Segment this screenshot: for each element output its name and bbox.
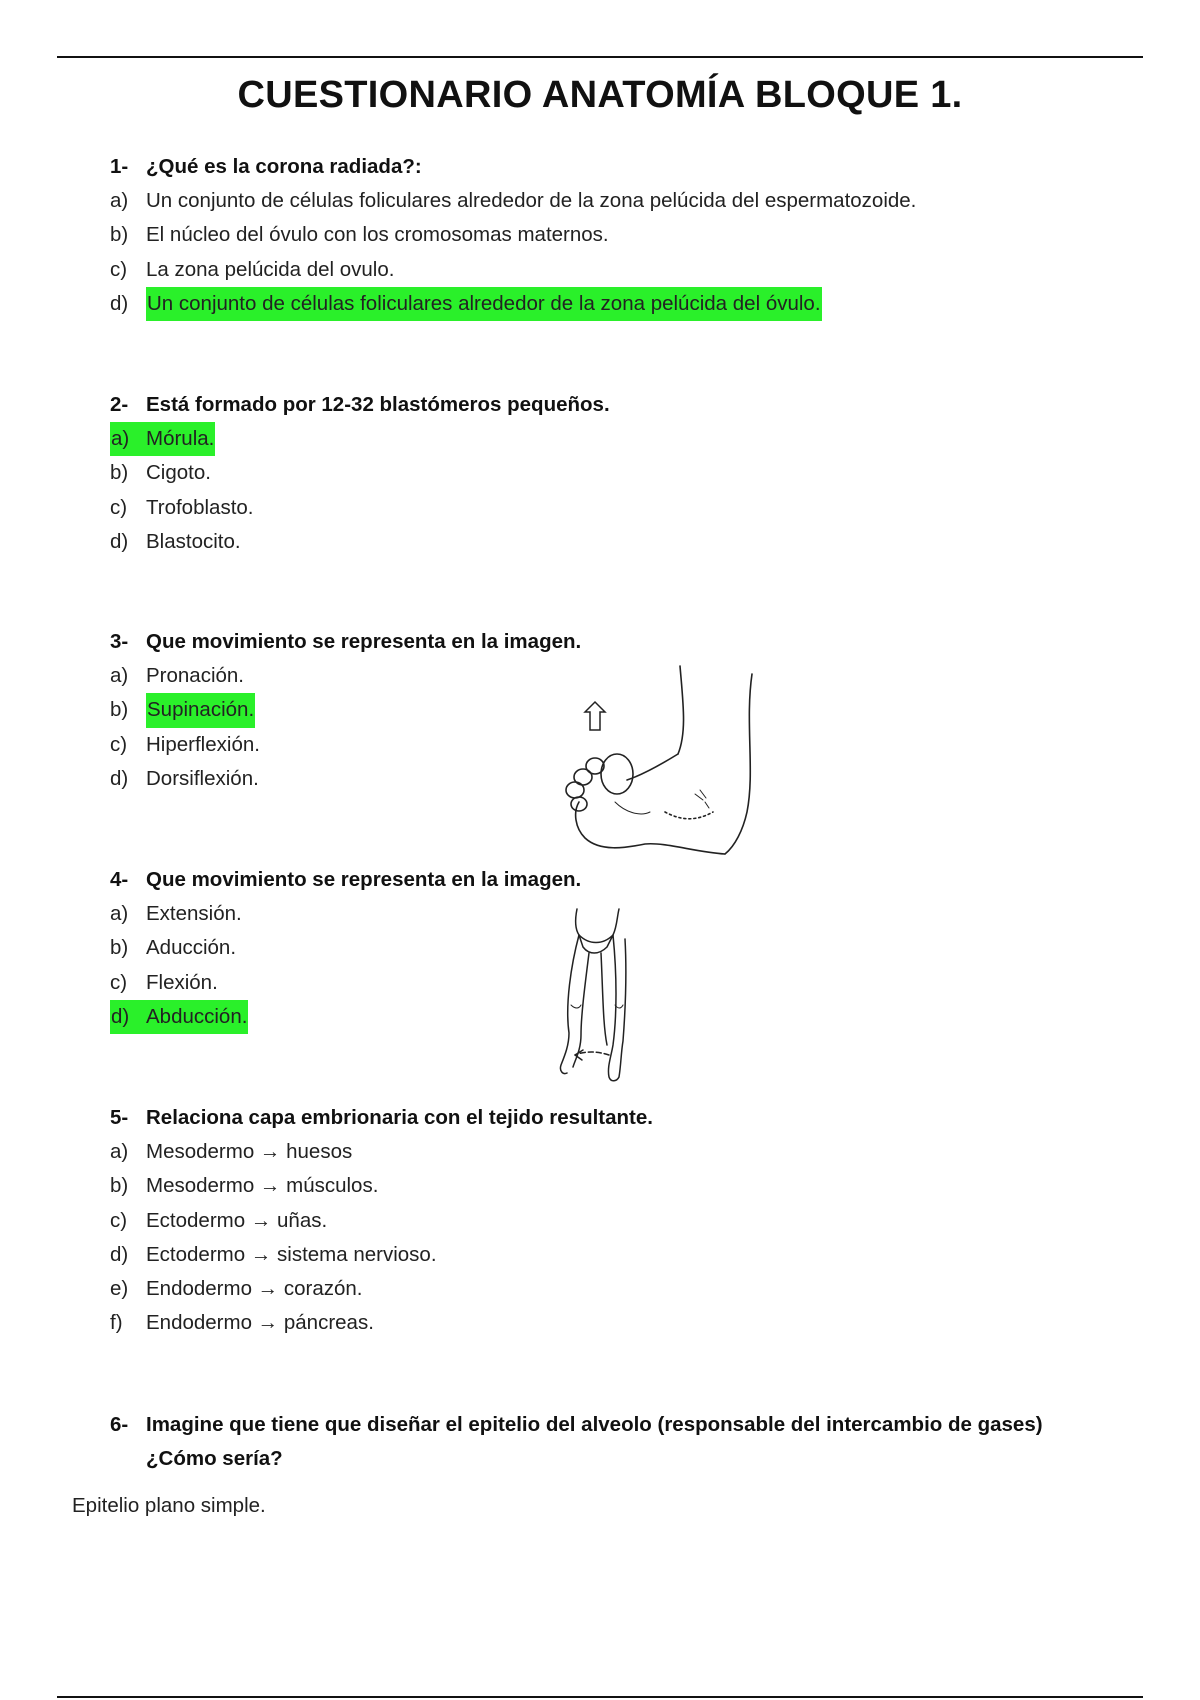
question-text: Que movimiento se representa en la imagen. [146,868,582,891]
top-rule [57,56,1143,58]
leg-front-line [678,666,684,754]
question-4: 4- Que movimiento se representa en la imagen. a) Extensión. b) Aducción. c) Flexión. d) Abducción. [110,863,1110,1034]
highlighted-answer: d) Abducción. [110,1000,248,1034]
arrow-up-icon [585,702,605,730]
question-6: 6- Imagine que tiene que diseñar el epitelio del alveolo (responsable del intercambio de gases) ¿Cómo sería? [110,1408,1100,1476]
option-5b: b) Mesodermo → músculos. [110,1174,379,1198]
option-2c: c) Trofoblasto. [110,495,254,519]
question-3: 3- Que movimiento se representa en la imagen. a) Pronación. b) Supinación. c) Hiperflexión. d) Dorsiflexión. [110,625,1110,796]
page-title: CUESTIONARIO ANATOMÍA BLOQUE 1. [237,74,963,116]
option-2b: b) Cigoto. [110,461,211,485]
highlighted-answer: a) Mórula. [110,422,215,456]
option-5d: d) Ectodermo → sistema nervioso. [110,1242,437,1266]
leg-back-line [725,674,752,854]
highlighted-answer: Un conjunto de células foliculares alrededor de la zona pelúcida del óvulo. [146,287,822,321]
option-1b: b) El núcleo del óvulo con los cromosomas maternos. [110,223,609,247]
question-text: Que movimiento se representa en la imagen. [146,630,582,653]
big-toe [601,754,633,794]
option-4b: b) Aducción. [110,936,237,960]
option-5f: f) Endodermo → páncreas. [110,1311,374,1335]
sole-line [576,802,725,854]
legs-abduction-illustration [545,905,645,1085]
foot-supination-illustration [545,662,765,862]
question-text: Relaciona capa embrionaria con el tejido resultante. [146,1106,653,1129]
option-2a-correct [110,422,1110,456]
question-number: 1- [110,155,129,178]
question-5: 5- Relaciona capa embrionaria con el tejido resultante. a) Mesodermo → huesos b) Mesodermo → músculos. c) Ectodermo → uñas. d) Ectodermo → sistema nervioso. e) Endodermo → corazón. f) Endodermo → páncreas. [110,1101,1110,1341]
answer-6-text: Epitelio plano simple. [72,1494,266,1517]
option-3b-correct: b) Supinación. [110,693,1110,727]
highlighted-answer: Supinación. [146,693,255,727]
option-5a: a) Mesodermo → huesos [110,1140,353,1163]
question-text: Imagine que tiene que diseñar el epitelio del alveolo (responsable del intercambio de gases) ¿Cómo sería? [146,1413,1043,1470]
question-text: ¿Qué es la corona radiada?: [146,155,422,178]
option-5c: c) Ectodermo → uñas. [110,1208,328,1232]
option-2d: d) Blastocito. [110,529,241,553]
option-1c: c) La zona pelúcida del ovulo. [110,257,395,281]
option-1d-correct: d) Un conjunto de células foliculares alrededor de la zona pelúcida del óvulo. [110,287,1110,321]
option-3c: c) Hiperflexión. [110,732,260,756]
option-3a: a) Pronación. [110,664,245,687]
option-4c: c) Flexión. [110,970,218,994]
question-2: 2- Está formado por 12-32 blastómeros pequeños. a) Mórula. b) Cigoto. c) Trofoblasto. d) Blastocito. [110,388,1110,559]
question-text: Está formado por 12-32 blastómeros pequeños. [146,393,610,416]
option-3d: d) Dorsiflexión. [110,766,259,790]
option-4a: a) Extensión. [110,902,242,925]
bottom-rule [57,1696,1143,1698]
question-1 [110,150,1110,321]
option-1a: a) Un conjunto de células foliculares alrededor de la zona pelúcida del espermatozoide. [110,189,917,212]
option-5e: e) Endodermo → corazón. [110,1277,363,1301]
